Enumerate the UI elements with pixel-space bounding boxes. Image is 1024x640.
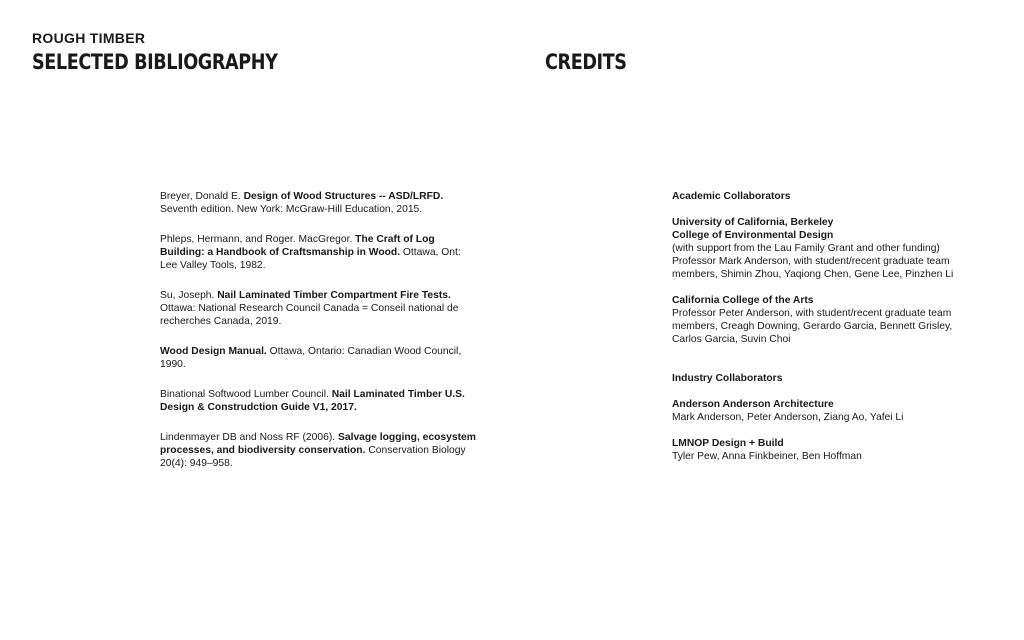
industry-collaborators-title: Industry Collaborators — [672, 373, 783, 384]
entry-title: Design of Wood Structures -- ASD/LRFD. — [243, 191, 444, 202]
bibliography-entry: Binational Softwood Lumber Council. Nail Laminated Timber U.S. Design & Construdction Guide V1, 2017. — [160, 389, 465, 413]
org-people: Professor Mark Anderson, with student/recent graduate team members, Shimin Zhou, Yaqiong Chen, Gene Lee, Pinzhen Li — [672, 256, 954, 280]
bibliography-entry: Lindenmayer DB and Noss RF (2006). Salvage logging, ecosystem processes, and biodiversity conservation. Conservation Biology 20(4): 949–958. — [160, 432, 476, 469]
org-people: Tyler Pew, Anna Finkbeiner, Ben Hoffman — [672, 451, 862, 462]
credit-entry-lmnop — [672, 437, 972, 463]
bibliography-entry: Breyer, Donald E. Design of Wood Structures -- ASD/LRFD. Seventh edition. New York: McGraw-Hill Education, 2015. — [160, 191, 444, 215]
org-name: Anderson Anderson Architecture — [672, 399, 834, 410]
org-name: California College of the Arts — [672, 295, 814, 306]
entry-title: The Craft of Log Building: a Handbook of Craftsmanship in Wood. — [160, 234, 435, 258]
credit-entry-aa — [672, 398, 972, 424]
org-college: College of Environmental Design — [672, 230, 834, 241]
credit-entry-ucb — [672, 216, 972, 281]
academic-collaborators-title: Academic Collaborators — [672, 191, 791, 202]
bibliography-entry: Su, Joseph. Nail Laminated Timber Compartment Fire Tests. Ottawa: National Research Council Canada = Conseil national de recherches Canada, 2019. — [160, 290, 459, 327]
bibliography-heading: SELECTED BIBLIOGRAPHY — [32, 50, 278, 74]
credits-heading: CREDITS — [545, 50, 627, 74]
credit-entry-cca — [672, 294, 972, 346]
entry-title: Wood Design Manual. — [160, 346, 267, 357]
org-people: Mark Anderson, Peter Anderson, Ziang Ao, Yafei Li — [672, 412, 904, 423]
org-name: LMNOP Design + Build — [672, 438, 784, 449]
org-name: University of California, Berkeley — [672, 217, 834, 228]
bibliography-list — [160, 190, 480, 487]
document-kicker: ROUGH TIMBER — [32, 30, 146, 46]
org-people: Professor Peter Anderson, with student/recent graduate team members, Creagh Downing, Gerardo Garcia, Bennett Grisley, Carlos Garcia, Suvin Choi — [672, 308, 953, 345]
credits-list — [672, 190, 972, 476]
bibliography-entry: Wood Design Manual. Ottawa, Ontario: Canadian Wood Council, 1990. — [160, 346, 462, 370]
entry-title: Nail Laminated Timber Compartment Fire Tests. — [217, 290, 451, 301]
org-support: (with support from the Lau Family Grant and other funding) — [672, 243, 940, 254]
bibliography-entry: Phleps, Hermann, and Roger. MacGregor. The Craft of Log Building: a Handbook of Craftsmanship in Wood. Ottawa, Ont: Lee Valley Tools, 1982. — [160, 234, 461, 271]
entry-title: Nail Laminated Timber U.S. Design & Construdction Guide V1, 2017. — [160, 389, 465, 413]
entry-title: Salvage logging, ecosystem processes, and biodiversity conservation. — [160, 432, 476, 456]
